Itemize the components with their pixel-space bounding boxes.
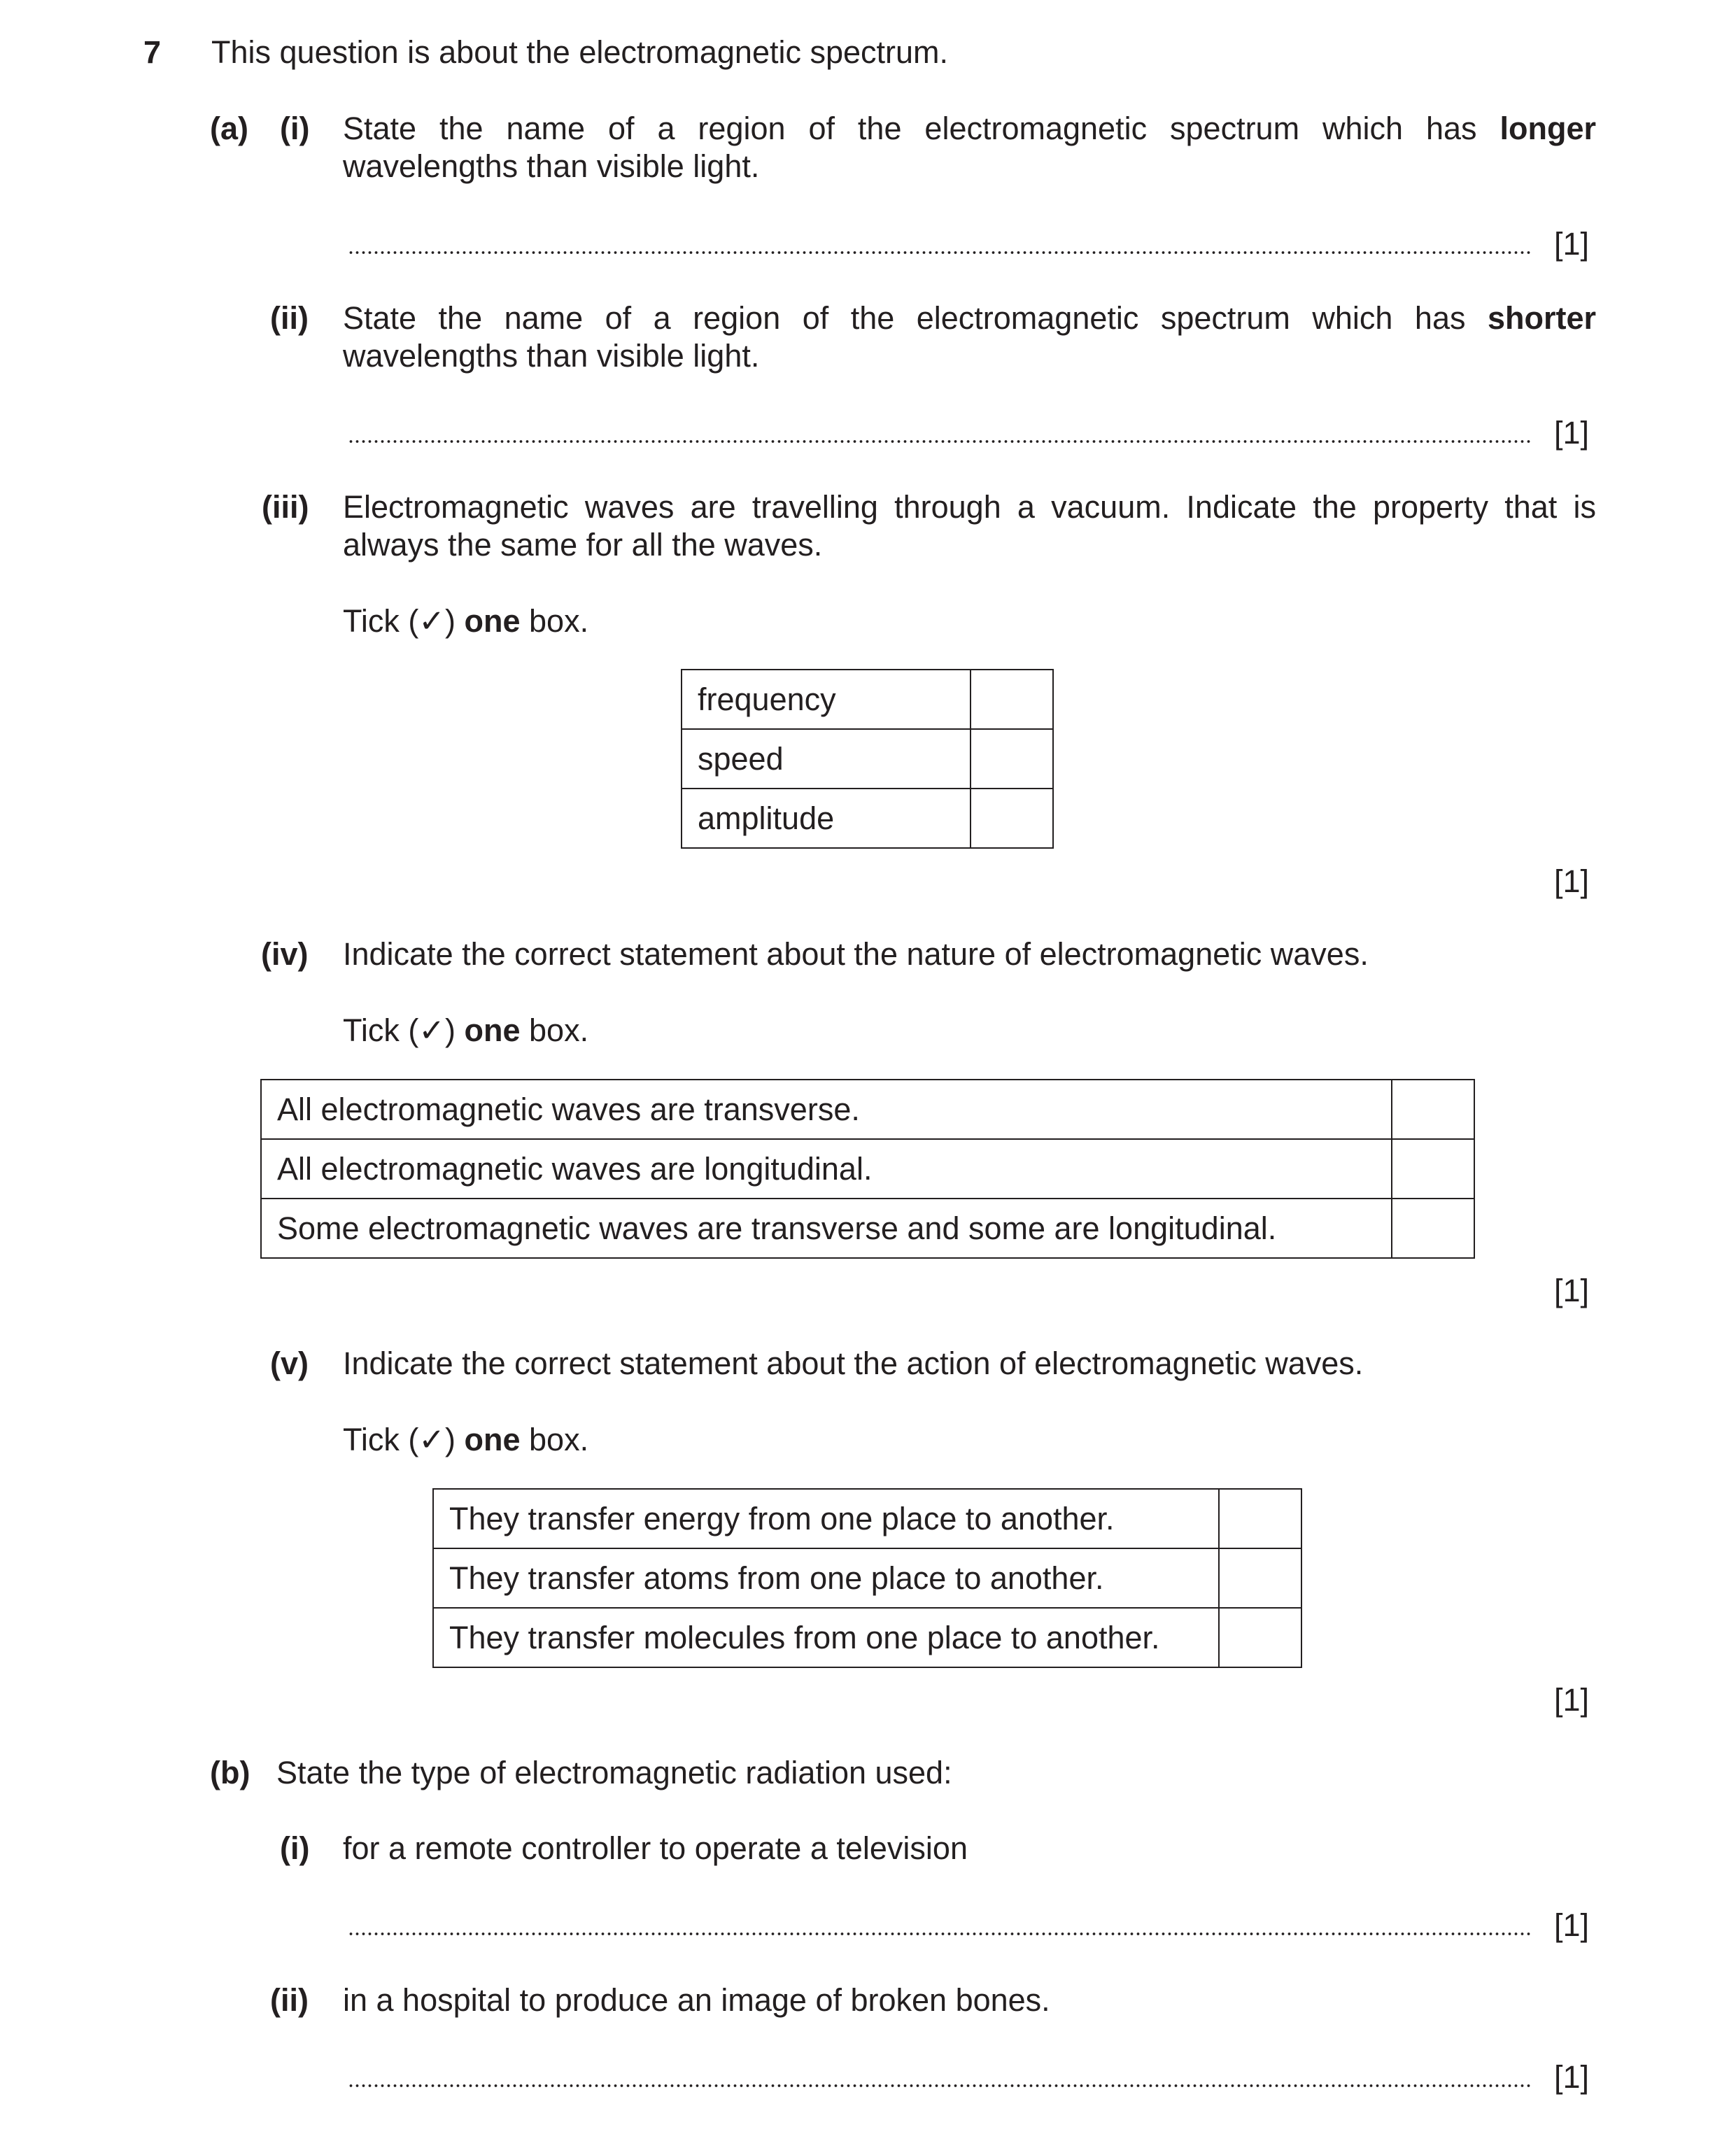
- tick-box-longitudinal[interactable]: [1392, 1139, 1474, 1199]
- tick-box-molecules[interactable]: [1219, 1608, 1301, 1667]
- answer-line-b-ii[interactable]: [348, 2082, 1530, 2089]
- marks-a-i: [1]: [1553, 226, 1589, 262]
- tick-instruction-v: [343, 1421, 588, 1459]
- tick-text-end: box.: [520, 603, 589, 639]
- option-label: They transfer energy from one place to another.: [433, 1489, 1219, 1548]
- tick-emphasis: one: [464, 1012, 521, 1048]
- tick-box-atoms[interactable]: [1219, 1548, 1301, 1608]
- part-b-i-label: (i): [280, 1830, 310, 1866]
- tick-instruction-iv: [343, 1012, 588, 1050]
- marks-b-ii: [1]: [1553, 2059, 1589, 2095]
- table-row: [433, 1548, 1301, 1608]
- tick-emphasis: one: [464, 1422, 521, 1457]
- tick-text: Tick (✓): [343, 603, 465, 639]
- part-a-ii-text: State the name of a region of the electromagnetic spectrum which has: [343, 300, 1488, 336]
- part-b-ii-label: (ii): [270, 1982, 309, 2018]
- option-label: frequency: [682, 670, 971, 729]
- part-a-i-question: [343, 110, 1596, 185]
- marks-a-ii: [1]: [1553, 415, 1589, 451]
- part-b-intro: State the type of electromagnetic radiation used:: [276, 1755, 952, 1790]
- option-label: amplitude: [682, 789, 971, 848]
- part-a-i-label: (i): [280, 111, 310, 146]
- tick-emphasis: one: [464, 603, 521, 639]
- part-a-v-label: (v): [270, 1345, 309, 1381]
- option-label: All electromagnetic waves are transverse.: [261, 1080, 1392, 1139]
- tick-table-iv: [260, 1079, 1475, 1259]
- table-row: [433, 1489, 1301, 1548]
- option-label: All electromagnetic waves are longitudinal.: [261, 1139, 1392, 1199]
- tick-box-frequency[interactable]: [971, 670, 1053, 729]
- part-b-ii-question: in a hospital to produce an image of broken bones.: [343, 1982, 1050, 2018]
- part-a-v-question: Indicate the correct statement about the action of electromagnetic waves.: [343, 1345, 1364, 1381]
- part-a-i-text-end: wavelengths than visible light.: [343, 148, 760, 184]
- part-a-ii-question: [343, 299, 1596, 375]
- part-b-label: (b): [210, 1755, 250, 1790]
- part-a-i-text: State the name of a region of the electromagnetic spectrum which has: [343, 111, 1500, 146]
- tick-text: Tick (✓): [343, 1012, 465, 1048]
- option-label: They transfer atoms from one place to another.: [433, 1548, 1219, 1608]
- part-b-i-question: for a remote controller to operate a television: [343, 1830, 968, 1866]
- part-a-ii-label: (ii): [270, 300, 309, 336]
- tick-text-end: box.: [520, 1012, 589, 1048]
- tick-text-end: box.: [520, 1422, 589, 1457]
- table-row: [261, 1080, 1474, 1139]
- tick-text: Tick (✓): [343, 1422, 465, 1457]
- tick-table-iii: [681, 669, 1054, 849]
- answer-line-a-ii[interactable]: [348, 438, 1530, 445]
- part-a-ii-emphasis: shorter: [1487, 300, 1596, 336]
- table-row: [261, 1139, 1474, 1199]
- marks-a-iv: [1]: [1553, 1273, 1589, 1308]
- part-a-iv-label: (iv): [261, 936, 309, 972]
- option-label: Some electromagnetic waves are transverse and some are longitudinal.: [261, 1199, 1392, 1258]
- question-number: 7: [143, 34, 162, 70]
- option-label: speed: [682, 729, 971, 789]
- marks-a-iii: [1]: [1553, 863, 1589, 899]
- tick-box-transverse[interactable]: [1392, 1080, 1474, 1139]
- marks-b-i: [1]: [1553, 1907, 1589, 1943]
- part-a-ii-text-end: wavelengths than visible light.: [343, 338, 760, 374]
- tick-box-speed[interactable]: [971, 729, 1053, 789]
- tick-box-energy[interactable]: [1219, 1489, 1301, 1548]
- table-row: [261, 1199, 1474, 1258]
- table-row: [433, 1608, 1301, 1667]
- table-row: [682, 789, 1053, 848]
- marks-a-v: [1]: [1553, 1682, 1589, 1718]
- table-row: [682, 729, 1053, 789]
- tick-table-v: [432, 1488, 1302, 1668]
- table-row: [682, 670, 1053, 729]
- tick-box-amplitude[interactable]: [971, 789, 1053, 848]
- tick-instruction-iii: [343, 602, 588, 640]
- tick-box-mixed[interactable]: [1392, 1199, 1474, 1258]
- part-a-label: (a): [210, 111, 248, 146]
- part-a-i-emphasis: longer: [1499, 111, 1596, 146]
- part-a-iv-question: Indicate the correct statement about the nature of electromagnetic waves.: [343, 936, 1369, 972]
- answer-line-b-i[interactable]: [348, 1930, 1530, 1937]
- option-label: They transfer molecules from one place to another.: [433, 1608, 1219, 1667]
- part-a-iii-label: (iii): [262, 489, 309, 525]
- answer-line-a-i[interactable]: [348, 249, 1530, 256]
- question-intro: This question is about the electromagnetic spectrum.: [211, 34, 949, 70]
- part-a-iii-question: Electromagnetic waves are travelling through a vacuum. Indicate the property that is always the same for all the waves.: [343, 489, 1596, 563]
